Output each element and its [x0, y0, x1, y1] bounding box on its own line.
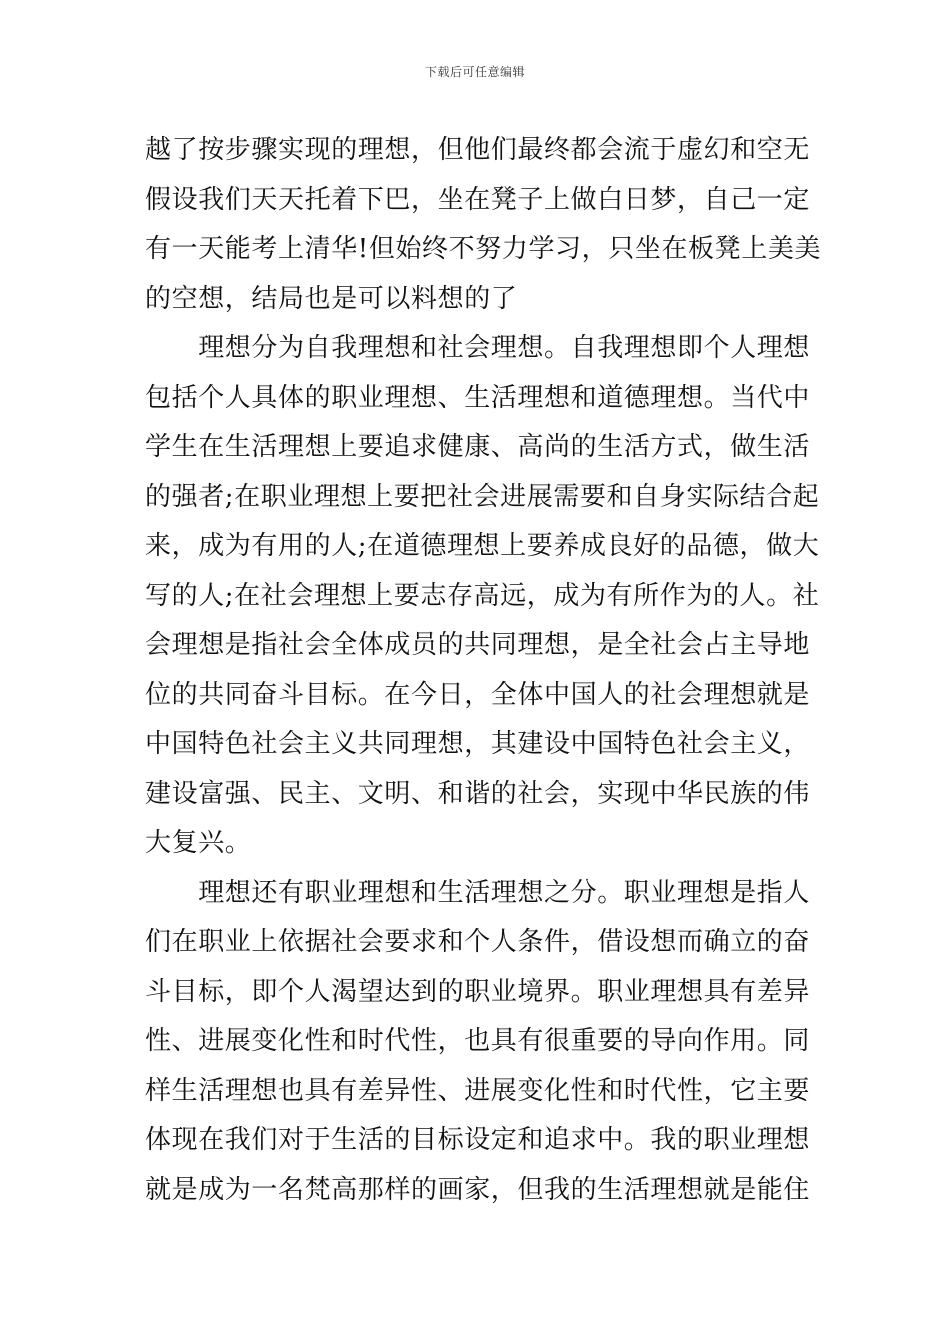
text-line: 们在职业上依据社会要求和个人条件，借设想而确立的奋: [145, 927, 811, 957]
text-line: 的空想，结局也是可以料想的了: [145, 283, 518, 314]
text-line: 学生在生活理想上要追求健康、高尚的生活方式，做生活: [145, 432, 811, 462]
text-line: 越了按步骤实现的理想，但他们最终都会流于虚幻和空无: [145, 135, 811, 165]
text-line: 写的人;在社会理想上要志存高远，成为有所作为的人。社: [145, 580, 820, 611]
text-line: 样生活理想也具有差异性、进展变化性和时代性，它主要: [145, 1075, 811, 1106]
text-line: 会理想是指社会全体成员的共同理想，是全社会占主导地: [145, 630, 811, 660]
paragraph-start-line: 理想分为自我理想和社会理想。自我理想即个人理想: [145, 333, 811, 363]
paragraph-start-line: 理想还有职业理想和生活理想之分。职业理想是指人: [145, 877, 811, 908]
page-header: 下载后可任意编辑: [424, 65, 525, 79]
text-line: 建设富强、民主、文明、和谐的社会，实现中华民族的伟: [145, 778, 811, 809]
text-line: 有一天能考上清华!但始终不努力学习，只坐在板凳上美美: [145, 234, 822, 264]
text-line: 包括个人具体的职业理想、生活理想和道德理想。当代中: [145, 382, 811, 413]
body-text: [145, 126, 822, 1215]
text-line: 位的共同奋斗目标。在今日，全体中国人的社会理想就是: [145, 679, 811, 710]
text-line: 斗目标，即个人渴望达到的职业境界。职业理想具有差异: [145, 976, 811, 1007]
text-line: 假设我们天天托着下巴，坐在凳子上做白日梦，自己一定: [145, 184, 811, 215]
text-line: 性、进展变化性和时代性，也具有很重要的导向作用。同: [145, 1026, 811, 1056]
text-line: 来，成为有用的人;在道德理想上要养成良好的品德，做大: [145, 531, 820, 561]
text-line: 体现在我们对于生活的目标设定和追求中。我的职业理想: [145, 1125, 811, 1155]
text-line: 就是成为一名梵高那样的画家，但我的生活理想就是能住: [145, 1174, 811, 1205]
text-line: 中国特色社会主义共同理想，其建设中国特色社会主义，: [145, 729, 811, 759]
text-line: 的强者;在职业理想上要把社会进展需要和自身实际结合起: [145, 481, 820, 512]
text-line: 大复兴。: [145, 828, 252, 858]
